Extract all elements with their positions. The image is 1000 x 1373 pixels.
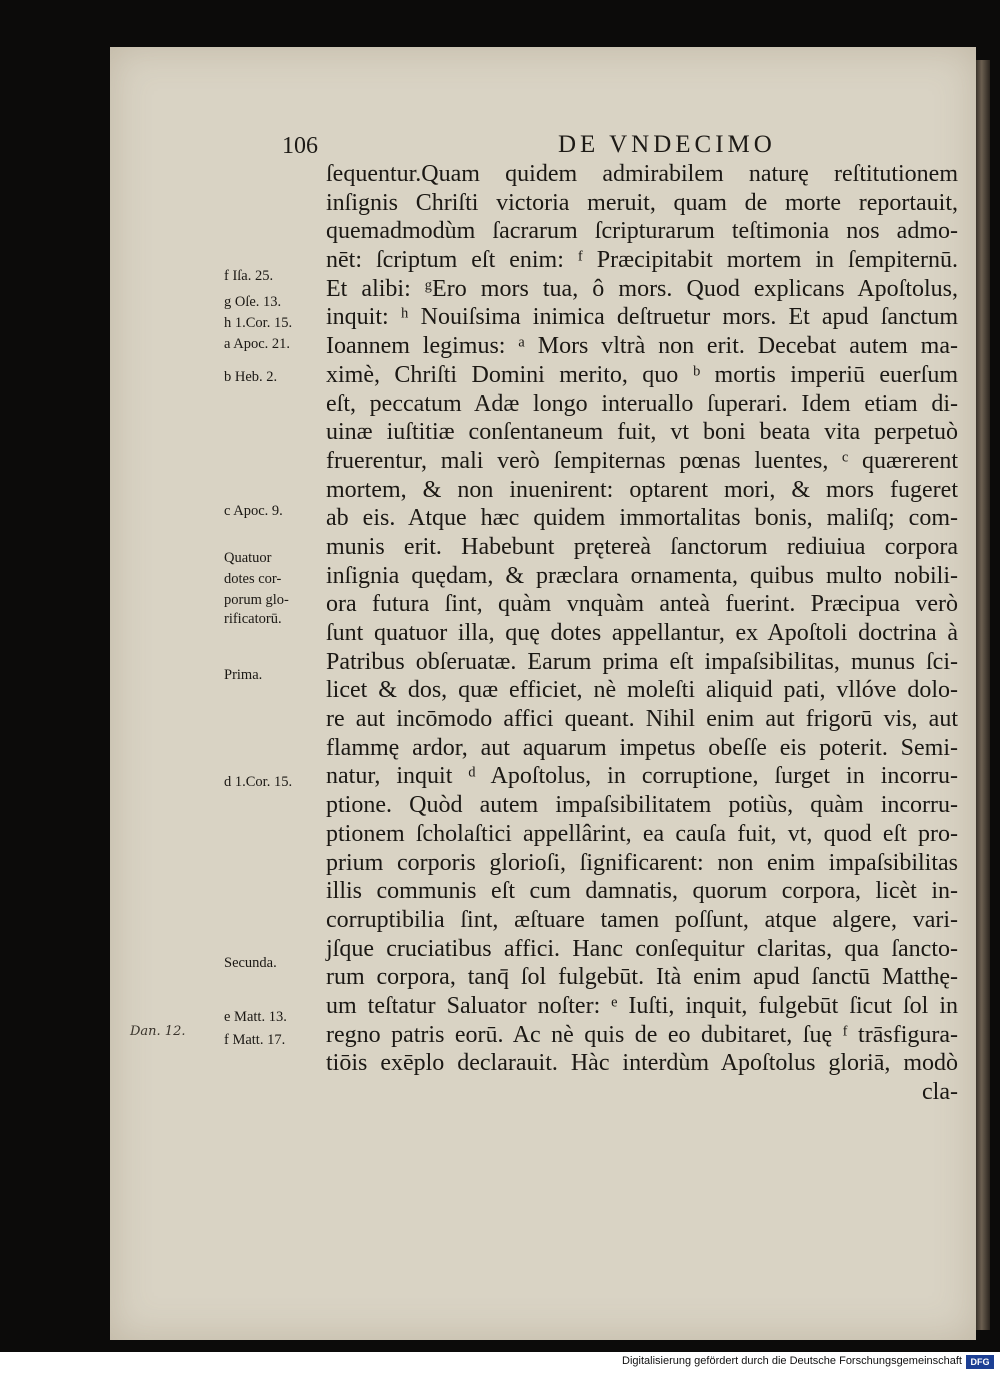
text-line: um teſtatur Saluator noſter: ᵉ Iuſti, inquit, fulgebūt ſicut ſol in bbox=[326, 992, 958, 1019]
handwritten-annotation: Dan. 12. bbox=[130, 1024, 186, 1039]
main-text bbox=[326, 160, 958, 1107]
text-line: ptione. Quòd autem impaſsibilitatem potiùs, quàm incorru- bbox=[326, 792, 958, 819]
text-line: quemadmodùm ſacrarum ſcripturarum teſtimonia nos admo- bbox=[326, 218, 958, 245]
text-line: Et alibi: ᵍEro mors tua, ô mors. Quod explicans Apoſtolus, bbox=[326, 275, 958, 302]
text-line: ximè, Chriſti Domini merito, quo ᵇ mortis imperiū euerſum bbox=[326, 361, 958, 388]
text-line: rum corpora, tanq̄ ſol fulgebūt. Ità enim apud ſanctū Matthę- bbox=[326, 964, 958, 991]
book-binding-edge bbox=[976, 60, 990, 1330]
text-line: inquit: ʰ Nouiſsima inimica deſtruetur mors. Et apud ſanctum bbox=[326, 304, 958, 331]
text-line: illis communis eſt cum damnatis, quorum corpora, licèt in- bbox=[326, 878, 958, 905]
book-page bbox=[110, 47, 976, 1340]
text-line: inſignis Chriſti victoria meruit, quam de morte reportauit, bbox=[326, 189, 958, 216]
text-line: licet & dos, quæ efficiet, nè moleſti aliquid pati, vllóve dolo- bbox=[326, 677, 958, 704]
margin-note: g Oſe. 13. bbox=[224, 294, 282, 310]
text-line: tiōis exēplo declarauit. Hàc interdùm Apoſtolus gloriā, modò bbox=[326, 1050, 958, 1077]
margin-note: b Heb. 2. bbox=[224, 369, 278, 385]
margin-note: porum glo- bbox=[224, 592, 289, 608]
text-line: corruptibilia ſint, æſtuare tamen poſſunt, atque algere, vari- bbox=[326, 906, 958, 933]
text-line: munis erit. Habebunt prętereà ſanctorum rediuiua corpora bbox=[326, 533, 958, 560]
text-line: Ioannem legimus: ᵃ Mors vltrà non erit. Decebat autem ma- bbox=[326, 333, 958, 360]
running-head: DE VNDECIMO bbox=[558, 131, 776, 158]
margin-note: Quatuor bbox=[224, 550, 272, 566]
digitization-footer bbox=[0, 1352, 1000, 1373]
text-line: nēt: ſcriptum eſt enim: ᶠ Præcipitabit mortem in ſempiternū. bbox=[326, 247, 958, 274]
catchword: cla- bbox=[922, 1079, 958, 1105]
margin-note: e Matt. 13. bbox=[224, 1009, 287, 1025]
text-line: natur, inquit ᵈ Apoſtolus, in corruptione, ſurget in incorru- bbox=[326, 763, 958, 790]
page-number: 106 bbox=[282, 133, 318, 159]
margin-note: Prima. bbox=[224, 667, 263, 683]
text-line: prium corporis glorioſi, ſignificarent: non enim impaſsibilitas bbox=[326, 849, 958, 876]
text-line: Patribus obſeruatæ. Earum prima eſt impaſsibilitas, munus ſci- bbox=[326, 648, 958, 675]
margin-note: d 1.Cor. 15. bbox=[224, 774, 293, 790]
dfg-logo: DFG bbox=[966, 1355, 994, 1369]
text-line: flammę ardor, aut aquarum impetus obeſſe eis poterit. Semi- bbox=[326, 734, 958, 761]
margin-note: f Iſa. 25. bbox=[224, 268, 274, 284]
text-line: uinæ iuſtitiæ conſentaneum fuit, vt boni beata vita perpetuò bbox=[326, 419, 958, 446]
margin-note: a Apoc. 21. bbox=[224, 336, 291, 352]
text-line: ptionem ſcholaſtici appellârint, ea cauſa fuit, vt, quod eſt pro- bbox=[326, 820, 958, 847]
text-line: fruerentur, mali verò ſempiternas pœnas luentes, ᶜ quærerent bbox=[326, 447, 958, 474]
text-line: re aut incōmodo affici queant. Nihil enim aut frigorū vis, aut bbox=[326, 706, 958, 733]
text-line: ab eis. Atque hæc quidem immortalitas bonis, maliſq; com- bbox=[326, 505, 958, 532]
text-line: ſequentur.Quam quidem admirabilem naturę reſtitutionem bbox=[326, 161, 958, 187]
text-line: jſque cruciatibus affici. Hanc conſequitur claritas, qua ſancto- bbox=[326, 935, 958, 962]
margin-note: c Apoc. 9. bbox=[224, 503, 283, 519]
text-line: mortem, & non inuenirent: optarent mori, & mors fugeret bbox=[326, 476, 958, 503]
footer-text: Digitalisierung gefördert durch die Deutsche Forschungsgemeinschaft bbox=[622, 1355, 962, 1367]
margin-note: rificatorū. bbox=[224, 611, 282, 627]
margin-note: Secunda. bbox=[224, 955, 277, 971]
text-line: regno patris eorū. Ac nè quis de eo dubitaret, ſuę ᶠ trāsfigura- bbox=[326, 1021, 958, 1048]
text-line: eſt, peccatum Adæ longo interuallo ſuperari. Idem etiam di- bbox=[326, 390, 958, 417]
margin-note: f Matt. 17. bbox=[224, 1032, 286, 1048]
text-line: ora futura ſint, quàm vnquàm anteà fuerint. Præcipua verò bbox=[326, 591, 958, 618]
page-header bbox=[110, 47, 976, 159]
text-line: ſunt quatuor illa, quę dotes appellantur, ex Apoſtoli doctrina à bbox=[326, 620, 958, 646]
margin-note: dotes cor- bbox=[224, 571, 282, 587]
text-line: inſignia quędam, & præclara ornamenta, quibus multo nobili- bbox=[326, 562, 958, 589]
margin-note: h 1.Cor. 15. bbox=[224, 315, 293, 331]
